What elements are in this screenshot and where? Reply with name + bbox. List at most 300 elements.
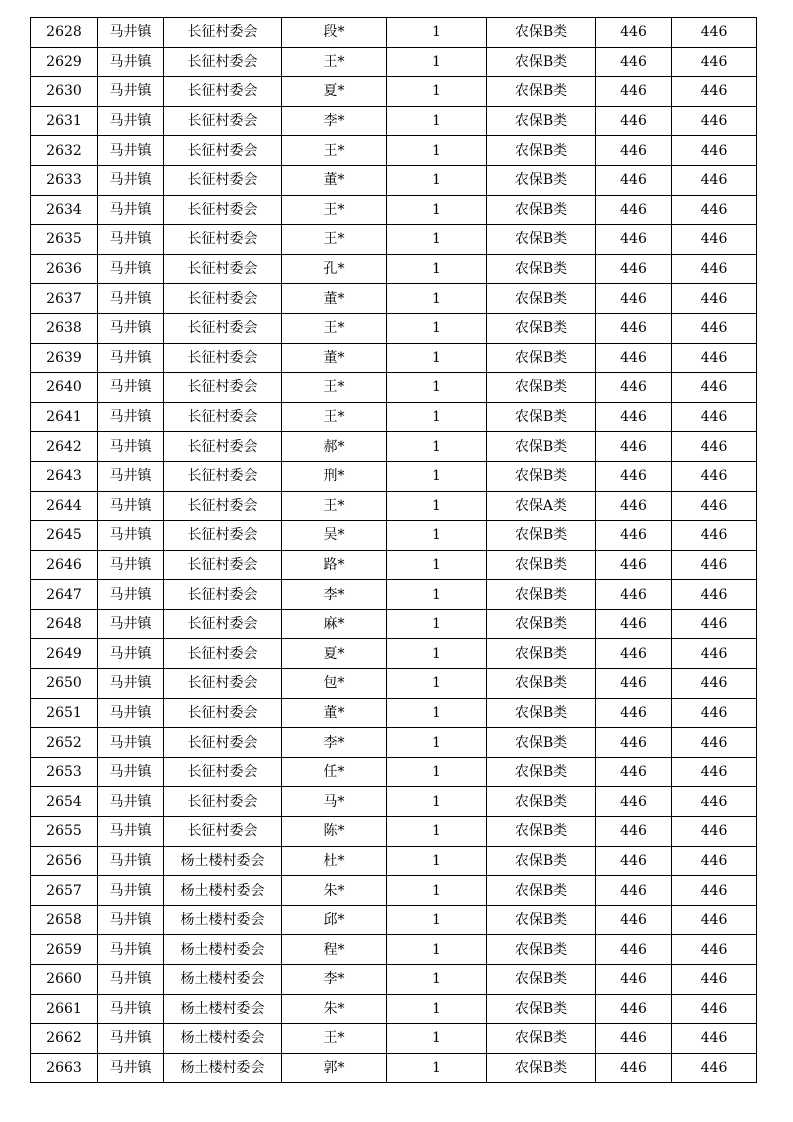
amount-cell: 446 (596, 521, 672, 551)
name-cell: 刑* (282, 461, 387, 491)
town-cell: 马井镇 (98, 136, 164, 166)
town-cell: 马井镇 (98, 402, 164, 432)
village-committee-cell: 长征村委会 (164, 432, 282, 462)
row-number-cell: 2635 (31, 225, 98, 255)
row-number-cell: 2634 (31, 195, 98, 225)
table-row (31, 343, 757, 373)
table-row (31, 432, 757, 462)
name-cell: 麻* (282, 609, 387, 639)
count-cell: 1 (387, 757, 487, 787)
row-number-cell: 2636 (31, 254, 98, 284)
village-committee-cell: 长征村委会 (164, 639, 282, 669)
category-cell: 农保B类 (487, 965, 596, 995)
village-committee-cell: 杨土楼村委会 (164, 846, 282, 876)
town-cell: 马井镇 (98, 432, 164, 462)
category-cell: 农保B类 (487, 284, 596, 314)
total-cell: 446 (672, 18, 757, 48)
town-cell: 马井镇 (98, 373, 164, 403)
table-row (31, 728, 757, 758)
village-committee-cell: 长征村委会 (164, 225, 282, 255)
table-row (31, 284, 757, 314)
category-cell: 农保B类 (487, 18, 596, 48)
table-row (31, 609, 757, 639)
row-number-cell: 2631 (31, 106, 98, 136)
row-number-cell: 2657 (31, 876, 98, 906)
village-committee-cell: 长征村委会 (164, 77, 282, 107)
count-cell: 1 (387, 491, 487, 521)
table-row (31, 195, 757, 225)
count-cell: 1 (387, 313, 487, 343)
count-cell: 1 (387, 521, 487, 551)
name-cell: 王* (282, 47, 387, 77)
count-cell: 1 (387, 905, 487, 935)
row-number-cell: 2630 (31, 77, 98, 107)
village-committee-cell: 长征村委会 (164, 402, 282, 432)
village-committee-cell: 长征村委会 (164, 18, 282, 48)
table-row (31, 639, 757, 669)
name-cell: 董* (282, 343, 387, 373)
village-committee-cell: 长征村委会 (164, 47, 282, 77)
name-cell: 董* (282, 284, 387, 314)
table-row (31, 846, 757, 876)
category-cell: 农保B类 (487, 165, 596, 195)
row-number-cell: 2650 (31, 669, 98, 699)
row-number-cell: 2648 (31, 609, 98, 639)
category-cell: 农保A类 (487, 491, 596, 521)
village-committee-cell: 长征村委会 (164, 521, 282, 551)
village-committee-cell: 长征村委会 (164, 165, 282, 195)
category-cell: 农保B类 (487, 787, 596, 817)
count-cell: 1 (387, 461, 487, 491)
category-cell: 农保B类 (487, 876, 596, 906)
town-cell: 马井镇 (98, 1053, 164, 1083)
name-cell: 董* (282, 165, 387, 195)
table-row (31, 669, 757, 699)
village-committee-cell: 长征村委会 (164, 284, 282, 314)
total-cell: 446 (672, 728, 757, 758)
name-cell: 包* (282, 669, 387, 699)
category-cell: 农保B类 (487, 846, 596, 876)
table-row (31, 965, 757, 995)
table-row (31, 757, 757, 787)
row-number-cell: 2645 (31, 521, 98, 551)
total-cell: 446 (672, 965, 757, 995)
total-cell: 446 (672, 521, 757, 551)
total-cell: 446 (672, 846, 757, 876)
table-row (31, 254, 757, 284)
category-cell: 农保B类 (487, 402, 596, 432)
total-cell: 446 (672, 373, 757, 403)
table-row (31, 402, 757, 432)
table-row (31, 787, 757, 817)
town-cell: 马井镇 (98, 521, 164, 551)
category-cell: 农保B类 (487, 195, 596, 225)
name-cell: 夏* (282, 77, 387, 107)
table-row (31, 165, 757, 195)
table-row (31, 106, 757, 136)
count-cell: 1 (387, 965, 487, 995)
name-cell: 王* (282, 313, 387, 343)
name-cell: 马* (282, 787, 387, 817)
count-cell: 1 (387, 639, 487, 669)
amount-cell: 446 (596, 757, 672, 787)
category-cell: 农保B类 (487, 373, 596, 403)
row-number-cell: 2641 (31, 402, 98, 432)
village-committee-cell: 长征村委会 (164, 195, 282, 225)
name-cell: 董* (282, 698, 387, 728)
beneficiary-table (30, 17, 757, 1083)
town-cell: 马井镇 (98, 225, 164, 255)
count-cell: 1 (387, 994, 487, 1024)
row-number-cell: 2632 (31, 136, 98, 166)
row-number-cell: 2652 (31, 728, 98, 758)
total-cell: 446 (672, 580, 757, 610)
town-cell: 马井镇 (98, 165, 164, 195)
category-cell: 农保B类 (487, 639, 596, 669)
amount-cell: 446 (596, 580, 672, 610)
count-cell: 1 (387, 18, 487, 48)
town-cell: 马井镇 (98, 876, 164, 906)
row-number-cell: 2662 (31, 1024, 98, 1054)
total-cell: 446 (672, 609, 757, 639)
village-committee-cell: 杨土楼村委会 (164, 935, 282, 965)
amount-cell: 446 (596, 165, 672, 195)
category-cell: 农保B类 (487, 609, 596, 639)
count-cell: 1 (387, 787, 487, 817)
name-cell: 李* (282, 580, 387, 610)
count-cell: 1 (387, 817, 487, 847)
town-cell: 马井镇 (98, 77, 164, 107)
table-row (31, 994, 757, 1024)
amount-cell: 446 (596, 373, 672, 403)
table-row (31, 77, 757, 107)
count-cell: 1 (387, 343, 487, 373)
town-cell: 马井镇 (98, 580, 164, 610)
count-cell: 1 (387, 609, 487, 639)
village-committee-cell: 长征村委会 (164, 817, 282, 847)
amount-cell: 446 (596, 18, 672, 48)
amount-cell: 446 (596, 1024, 672, 1054)
amount-cell: 446 (596, 106, 672, 136)
name-cell: 夏* (282, 639, 387, 669)
category-cell: 农保B类 (487, 432, 596, 462)
row-number-cell: 2658 (31, 905, 98, 935)
town-cell: 马井镇 (98, 47, 164, 77)
town-cell: 马井镇 (98, 313, 164, 343)
amount-cell: 446 (596, 817, 672, 847)
name-cell: 王* (282, 136, 387, 166)
amount-cell: 446 (596, 461, 672, 491)
total-cell: 446 (672, 905, 757, 935)
name-cell: 王* (282, 225, 387, 255)
table-row (31, 1053, 757, 1083)
amount-cell: 446 (596, 491, 672, 521)
category-cell: 农保B类 (487, 817, 596, 847)
row-number-cell: 2656 (31, 846, 98, 876)
row-number-cell: 2642 (31, 432, 98, 462)
amount-cell: 446 (596, 935, 672, 965)
table-row (31, 698, 757, 728)
category-cell: 农保B类 (487, 550, 596, 580)
town-cell: 马井镇 (98, 935, 164, 965)
town-cell: 马井镇 (98, 195, 164, 225)
row-number-cell: 2638 (31, 313, 98, 343)
village-committee-cell: 杨土楼村委会 (164, 1053, 282, 1083)
name-cell: 王* (282, 491, 387, 521)
total-cell: 446 (672, 876, 757, 906)
category-cell: 农保B类 (487, 77, 596, 107)
town-cell: 马井镇 (98, 550, 164, 580)
category-cell: 农保B类 (487, 47, 596, 77)
amount-cell: 446 (596, 994, 672, 1024)
category-cell: 农保B类 (487, 1024, 596, 1054)
row-number-cell: 2654 (31, 787, 98, 817)
count-cell: 1 (387, 373, 487, 403)
amount-cell: 446 (596, 876, 672, 906)
row-number-cell: 2663 (31, 1053, 98, 1083)
amount-cell: 446 (596, 225, 672, 255)
row-number-cell: 2655 (31, 817, 98, 847)
table-row (31, 550, 757, 580)
table-row (31, 47, 757, 77)
amount-cell: 446 (596, 787, 672, 817)
row-number-cell: 2646 (31, 550, 98, 580)
row-number-cell: 2628 (31, 18, 98, 48)
village-committee-cell: 杨土楼村委会 (164, 876, 282, 906)
village-committee-cell: 杨土楼村委会 (164, 994, 282, 1024)
total-cell: 446 (672, 402, 757, 432)
name-cell: 陈* (282, 817, 387, 847)
total-cell: 446 (672, 343, 757, 373)
row-number-cell: 2637 (31, 284, 98, 314)
table-row (31, 935, 757, 965)
town-cell: 马井镇 (98, 787, 164, 817)
total-cell: 446 (672, 787, 757, 817)
village-committee-cell: 长征村委会 (164, 313, 282, 343)
town-cell: 马井镇 (98, 491, 164, 521)
table-row (31, 817, 757, 847)
village-committee-cell: 长征村委会 (164, 580, 282, 610)
village-committee-cell: 杨土楼村委会 (164, 905, 282, 935)
town-cell: 马井镇 (98, 18, 164, 48)
count-cell: 1 (387, 284, 487, 314)
table-row (31, 461, 757, 491)
name-cell: 王* (282, 1024, 387, 1054)
row-number-cell: 2651 (31, 698, 98, 728)
amount-cell: 446 (596, 550, 672, 580)
total-cell: 446 (672, 491, 757, 521)
amount-cell: 446 (596, 609, 672, 639)
village-committee-cell: 长征村委会 (164, 373, 282, 403)
amount-cell: 446 (596, 846, 672, 876)
amount-cell: 446 (596, 905, 672, 935)
town-cell: 马井镇 (98, 106, 164, 136)
name-cell: 程* (282, 935, 387, 965)
village-committee-cell: 杨土楼村委会 (164, 965, 282, 995)
amount-cell: 446 (596, 284, 672, 314)
total-cell: 446 (672, 550, 757, 580)
total-cell: 446 (672, 195, 757, 225)
row-number-cell: 2661 (31, 994, 98, 1024)
count-cell: 1 (387, 432, 487, 462)
category-cell: 农保B类 (487, 905, 596, 935)
name-cell: 郭* (282, 1053, 387, 1083)
total-cell: 446 (672, 136, 757, 166)
name-cell: 任* (282, 757, 387, 787)
count-cell: 1 (387, 846, 487, 876)
name-cell: 邱* (282, 905, 387, 935)
amount-cell: 446 (596, 639, 672, 669)
category-cell: 农保B类 (487, 994, 596, 1024)
name-cell: 孔* (282, 254, 387, 284)
town-cell: 马井镇 (98, 728, 164, 758)
table-row (31, 580, 757, 610)
amount-cell: 446 (596, 343, 672, 373)
amount-cell: 446 (596, 313, 672, 343)
total-cell: 446 (672, 1053, 757, 1083)
count-cell: 1 (387, 136, 487, 166)
table-row (31, 373, 757, 403)
amount-cell: 446 (596, 195, 672, 225)
town-cell: 马井镇 (98, 698, 164, 728)
village-committee-cell: 长征村委会 (164, 669, 282, 699)
category-cell: 农保B类 (487, 935, 596, 965)
row-number-cell: 2643 (31, 461, 98, 491)
name-cell: 李* (282, 728, 387, 758)
count-cell: 1 (387, 254, 487, 284)
town-cell: 马井镇 (98, 965, 164, 995)
village-committee-cell: 长征村委会 (164, 757, 282, 787)
total-cell: 446 (672, 47, 757, 77)
amount-cell: 446 (596, 965, 672, 995)
name-cell: 王* (282, 373, 387, 403)
amount-cell: 446 (596, 254, 672, 284)
village-committee-cell: 长征村委会 (164, 491, 282, 521)
row-number-cell: 2659 (31, 935, 98, 965)
count-cell: 1 (387, 106, 487, 136)
amount-cell: 446 (596, 136, 672, 166)
village-committee-cell: 长征村委会 (164, 698, 282, 728)
town-cell: 马井镇 (98, 284, 164, 314)
total-cell: 446 (672, 165, 757, 195)
village-committee-cell: 长征村委会 (164, 136, 282, 166)
count-cell: 1 (387, 195, 487, 225)
total-cell: 446 (672, 284, 757, 314)
row-number-cell: 2644 (31, 491, 98, 521)
row-number-cell: 2653 (31, 757, 98, 787)
town-cell: 马井镇 (98, 1024, 164, 1054)
table-row (31, 1024, 757, 1054)
town-cell: 马井镇 (98, 609, 164, 639)
category-cell: 农保B类 (487, 343, 596, 373)
amount-cell: 446 (596, 728, 672, 758)
amount-cell: 446 (596, 1053, 672, 1083)
village-committee-cell: 长征村委会 (164, 461, 282, 491)
row-number-cell: 2640 (31, 373, 98, 403)
category-cell: 农保B类 (487, 580, 596, 610)
village-committee-cell: 长征村委会 (164, 254, 282, 284)
name-cell: 李* (282, 106, 387, 136)
village-committee-cell: 长征村委会 (164, 728, 282, 758)
total-cell: 446 (672, 639, 757, 669)
count-cell: 1 (387, 225, 487, 255)
count-cell: 1 (387, 402, 487, 432)
category-cell: 农保B类 (487, 136, 596, 166)
town-cell: 马井镇 (98, 254, 164, 284)
name-cell: 朱* (282, 994, 387, 1024)
count-cell: 1 (387, 669, 487, 699)
table-row (31, 876, 757, 906)
town-cell: 马井镇 (98, 639, 164, 669)
name-cell: 吴* (282, 521, 387, 551)
total-cell: 446 (672, 254, 757, 284)
row-number-cell: 2649 (31, 639, 98, 669)
row-number-cell: 2660 (31, 965, 98, 995)
row-number-cell: 2629 (31, 47, 98, 77)
count-cell: 1 (387, 77, 487, 107)
total-cell: 446 (672, 817, 757, 847)
count-cell: 1 (387, 728, 487, 758)
total-cell: 446 (672, 1024, 757, 1054)
town-cell: 马井镇 (98, 817, 164, 847)
village-committee-cell: 长征村委会 (164, 343, 282, 373)
category-cell: 农保B类 (487, 1053, 596, 1083)
category-cell: 农保B类 (487, 106, 596, 136)
count-cell: 1 (387, 165, 487, 195)
total-cell: 446 (672, 225, 757, 255)
town-cell: 马井镇 (98, 757, 164, 787)
amount-cell: 446 (596, 698, 672, 728)
village-committee-cell: 长征村委会 (164, 106, 282, 136)
total-cell: 446 (672, 669, 757, 699)
total-cell: 446 (672, 432, 757, 462)
count-cell: 1 (387, 47, 487, 77)
table-row (31, 491, 757, 521)
count-cell: 1 (387, 1053, 487, 1083)
row-number-cell: 2633 (31, 165, 98, 195)
name-cell: 李* (282, 965, 387, 995)
amount-cell: 446 (596, 432, 672, 462)
category-cell: 农保B类 (487, 313, 596, 343)
amount-cell: 446 (596, 669, 672, 699)
name-cell: 段* (282, 18, 387, 48)
category-cell: 农保B类 (487, 698, 596, 728)
name-cell: 朱* (282, 876, 387, 906)
total-cell: 446 (672, 313, 757, 343)
village-committee-cell: 长征村委会 (164, 787, 282, 817)
category-cell: 农保B类 (487, 728, 596, 758)
table-row (31, 18, 757, 48)
row-number-cell: 2639 (31, 343, 98, 373)
table-row (31, 521, 757, 551)
total-cell: 446 (672, 698, 757, 728)
total-cell: 446 (672, 106, 757, 136)
count-cell: 1 (387, 580, 487, 610)
total-cell: 446 (672, 935, 757, 965)
category-cell: 农保B类 (487, 757, 596, 787)
town-cell: 马井镇 (98, 461, 164, 491)
category-cell: 农保B类 (487, 461, 596, 491)
table-row (31, 313, 757, 343)
town-cell: 马井镇 (98, 994, 164, 1024)
total-cell: 446 (672, 461, 757, 491)
count-cell: 1 (387, 1024, 487, 1054)
total-cell: 446 (672, 77, 757, 107)
category-cell: 农保B类 (487, 669, 596, 699)
village-committee-cell: 长征村委会 (164, 550, 282, 580)
count-cell: 1 (387, 550, 487, 580)
town-cell: 马井镇 (98, 669, 164, 699)
